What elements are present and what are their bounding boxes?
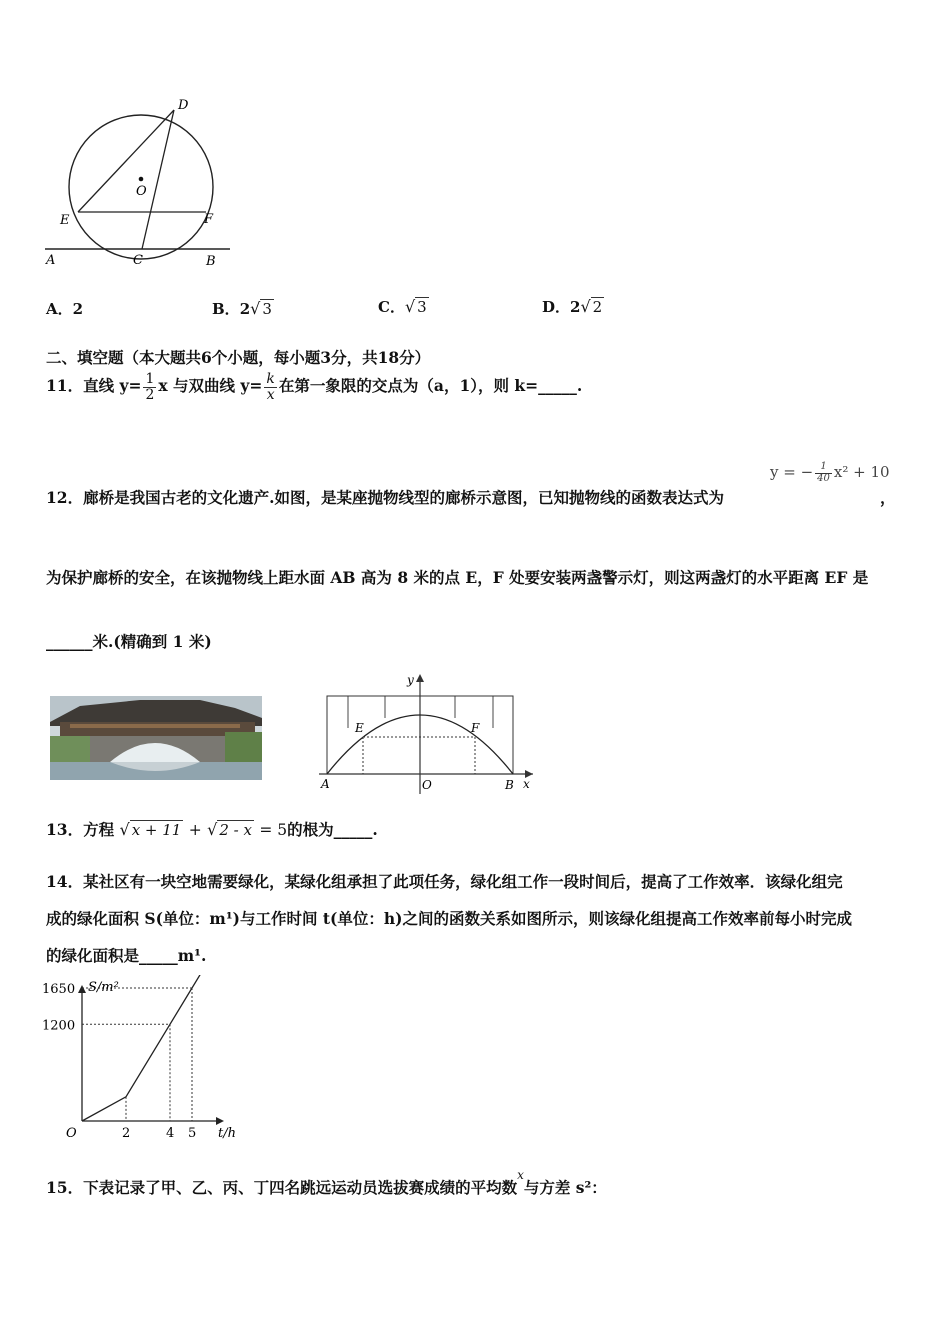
label-y: y (407, 673, 414, 687)
question-12-line1: 12．廊桥是我国古老的文化遗产.如图，是某座抛物线型的廊桥示意图，已知抛物线的函数表达式为 (46, 488, 724, 507)
origin-label: O (66, 1126, 77, 1141)
y-tick-label: 1650 (42, 982, 76, 998)
label-B: B (206, 254, 216, 269)
sqrt-symbol: √ 3 (250, 299, 272, 318)
series-line (82, 975, 209, 1121)
question-12-line3: ______米.(精确到 1 米) (46, 632, 212, 651)
parabola-formula: y = − $\frac{1}{40}$ x² + 10 (770, 461, 890, 484)
option-a[interactable]: A．2 (46, 300, 84, 318)
sqrt-symbol: √ 2 (580, 297, 603, 316)
label-F: F (204, 212, 214, 227)
question-13: 13．方程 √ x + 11 + √ 2 - x = 5的根为_____. (46, 820, 378, 839)
label-O: O (422, 778, 432, 792)
answer-blank-14[interactable]: _____ (139, 946, 178, 965)
label-D: D (178, 98, 189, 113)
label-E: E (60, 213, 70, 228)
sqrt-x-plus-11: √ x + 11 (119, 820, 182, 839)
sqrt-2-minus-x: √ 2 - x (207, 820, 252, 839)
label-B: B (505, 778, 514, 792)
answer-blank-12[interactable]: ______ (46, 632, 93, 651)
question-11: 11．直线 y= $\frac{1}{2}$ x 与双曲线 y= $\frac{k}{x}$ 在第一象限的交点为（a，1），则 k=_____. (46, 371, 583, 403)
area-time-chart (38, 975, 243, 1145)
fraction-half: $\frac{1}{2}$ (145, 371, 155, 403)
x-axis-arrow (216, 1117, 224, 1125)
y-tick-label: 1200 (42, 1018, 76, 1034)
section-title: 二、填空题（本大题共6个小题，每小题3分，共18分） (46, 348, 431, 367)
question-12-line2: 为保护廊桥的安全，在该抛物线上距水面 AB 高为 8 米的点 E，F 处要安装两盏警示灯，则这两盏灯的水平距离 EF 是 (46, 568, 869, 587)
question-14-line3: 的绿化面积是_____m¹. (46, 946, 207, 965)
answer-blank-13[interactable]: _____ (333, 820, 373, 839)
label-x: x (523, 777, 530, 791)
question-14-line2: 成的绿化面积 S(单位：m¹)与工作时间 t(单位：h)之间的函数关系如图所示，则该绿化组提高工作效率前每小时完成 (46, 909, 852, 928)
label-E: E (355, 721, 364, 735)
x-tick-label: 4 (166, 1126, 175, 1141)
x-tick-label: 2 (122, 1126, 131, 1141)
question-15: 15．下表记录了甲、乙、丙、丁四名跳远运动员选拔赛成绩的平均数$^x$与方差 s²： (46, 1168, 607, 1197)
option-c[interactable]: C．√ 3 (378, 297, 427, 316)
label-A: A (46, 253, 56, 268)
y-axis-arrow (78, 985, 86, 993)
x-tick-label: 5 (188, 1126, 197, 1141)
option-d[interactable]: D．2√ 2 (542, 297, 603, 316)
y-axis-label: S/m² (88, 980, 119, 995)
circle-figure (40, 95, 240, 275)
option-b[interactable]: B．2√ 3 (212, 299, 272, 318)
question-14-line1: 14．某社区有一块空地需要绿化，某绿化组承担了此项任务，绿化组工作一段时间后，提高了工作效率．该绿化组完 (46, 872, 843, 891)
bridge-diagram (315, 668, 540, 798)
label-A: A (321, 777, 330, 791)
label-O: O (136, 184, 147, 199)
sqrt-symbol: √ 3 (404, 297, 427, 316)
answer-blank-11[interactable]: _____ (538, 376, 577, 396)
x-bar-symbol: x (517, 1168, 524, 1182)
comma: ， (880, 488, 896, 507)
fraction-k-over-x: $\frac{k}{x}$ (266, 371, 275, 403)
x-axis-label: t/h (218, 1126, 236, 1141)
label-C: C (133, 253, 143, 268)
label-F: F (471, 721, 480, 735)
bridge-photo (50, 696, 262, 780)
